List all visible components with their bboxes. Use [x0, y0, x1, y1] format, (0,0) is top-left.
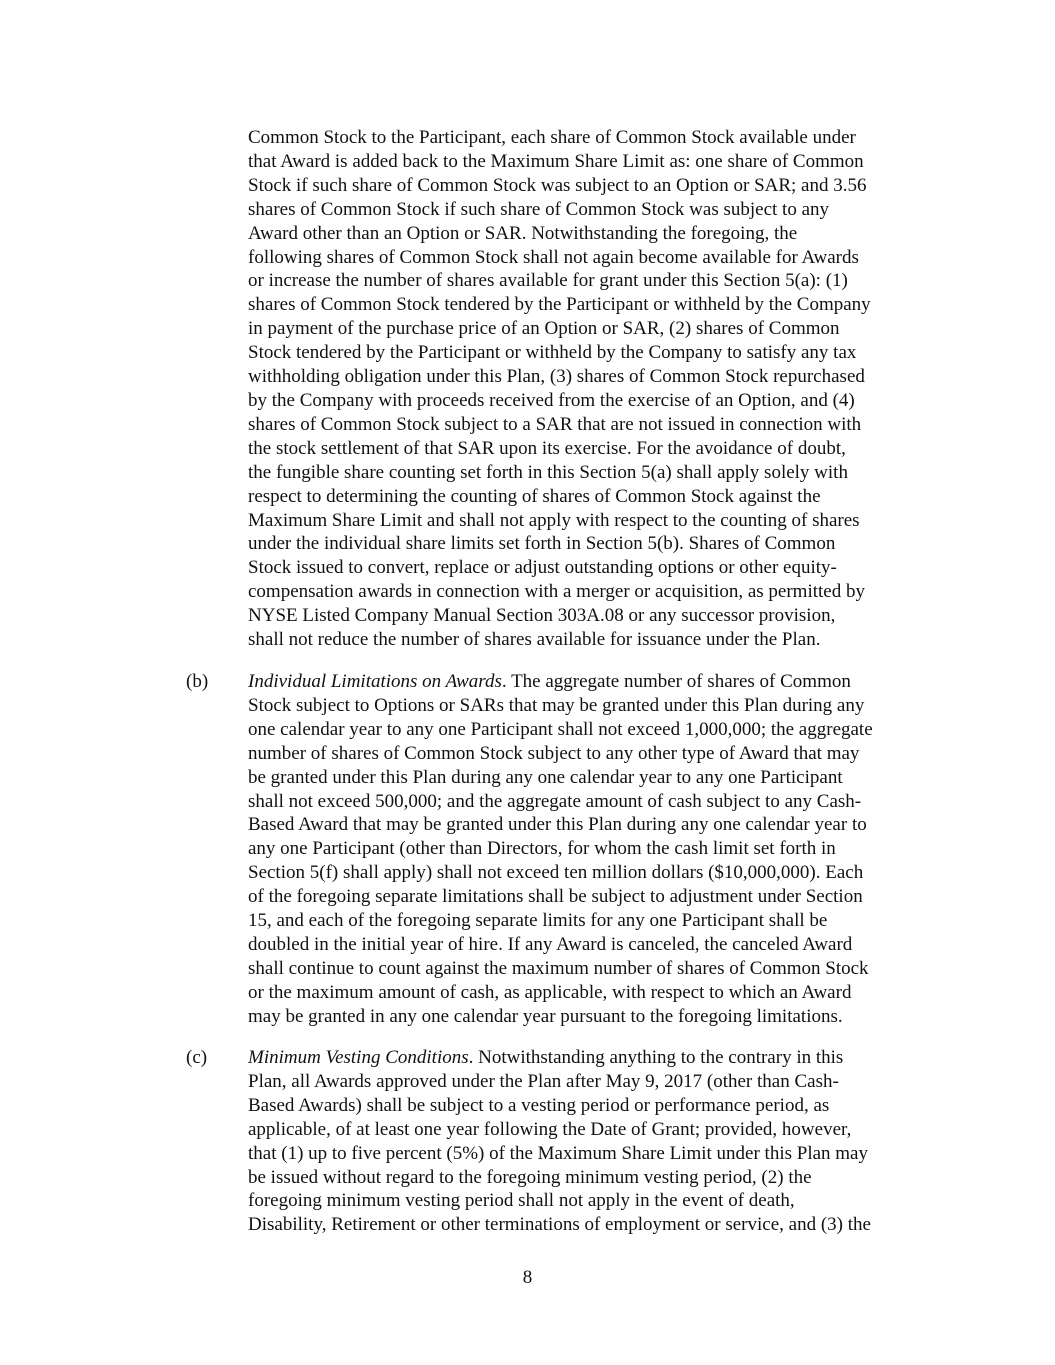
text-line: the stock settlement of that SAR upon its exercise. For the avoidance of doubt, [248, 437, 846, 459]
text-line: Maximum Share Limit and shall not apply with respect to the counting of shares [248, 509, 860, 531]
text-line: the fungible share counting set forth in this Section 5(a) shall apply solely with [248, 461, 848, 483]
text-line: applicable, of at least one year following the Date of Grant; provided, however, [248, 1118, 852, 1140]
text-line: any one Participant (other than Directors, for whom the cash limit set forth in [248, 838, 836, 860]
section-label-b: (b) [186, 671, 209, 692]
page-number: 8 [522, 1267, 533, 1288]
text-line: respect to determining the counting of shares of Common Stock against the [248, 485, 821, 507]
heading-line-rest: . Notwithstanding anything to the contrary in this [468, 1047, 844, 1068]
section-label-c: (c) [186, 1047, 208, 1068]
text-line: Stock issued to convert, replace or adjust outstanding options or other equity- [248, 557, 837, 579]
text-line: following shares of Common Stock shall not again become available for Awards [248, 246, 859, 268]
text-line: number of shares of Common Stock subject to any other type of Award that may [248, 742, 860, 764]
text-line: under the individual share limits set forth in Section 5(b). Shares of Common [248, 533, 836, 555]
paragraph-b [248, 670, 938, 1029]
text-line: foregoing minimum vesting period shall not apply in the event of death, [248, 1190, 795, 1212]
text-line: may be granted in any one calendar year pursuant to the foregoing limitations. [248, 1005, 843, 1027]
text-line: Common Stock to the Participant, each share of Common Stock available under [248, 127, 856, 148]
text-line: that Award is added back to the Maximum Share Limit as: one share of Common [248, 150, 864, 172]
text-line: shares of Common Stock tendered by the Participant or withheld by the Company [248, 294, 871, 316]
text-line: Stock tendered by the Participant or withheld by the Company to satisfy any tax [248, 342, 857, 364]
text-line: shares of Common Stock if such share of Common Stock was subject to any [248, 198, 830, 220]
paragraph-a-continued [248, 126, 938, 652]
text-line: shall not reduce the number of shares available for issuance under the Plan. [248, 629, 821, 651]
text-line: one calendar year to any one Participant shall not exceed 1,000,000; the aggregate [248, 718, 873, 740]
text-line: 15, and each of the foregoing separate limits for any one Participant shall be [248, 910, 828, 932]
text-line: withholding obligation under this Plan, (3) shares of Common Stock repurchased [248, 366, 865, 388]
text-line: of the foregoing separate limitations shall be subject to adjustment under Section [248, 886, 863, 908]
text-line: Plan, all Awards approved under the Plan after May 9, 2017 (other than Cash- [248, 1070, 839, 1092]
paragraph-c [248, 1046, 938, 1237]
text-line: NYSE Listed Company Manual Section 303A.08 or any successor provision, [248, 605, 836, 627]
text-line: Stock subject to Options or SARs that may be granted under this Plan during any [248, 694, 865, 716]
text-line: be issued without regard to the foregoing minimum vesting period, (2) the [248, 1166, 812, 1188]
text-line [248, 670, 938, 694]
text-line: or the maximum amount of cash, as applicable, with respect to which an Award [248, 981, 852, 1003]
text-line: shall not exceed 500,000; and the aggregate amount of cash subject to any Cash- [248, 790, 862, 812]
text-line: in payment of the purchase price of an Option or SAR, (2) shares of Common [248, 318, 840, 340]
text-line: by the Company with proceeds received from the exercise of an Option, and (4) [248, 389, 855, 411]
text-line: doubled in the initial year of hire. If any Award is canceled, the canceled Award [248, 933, 853, 955]
text-line: that (1) up to five percent (5%) of the Maximum Share Limit under this Plan may [248, 1142, 868, 1164]
text-line: Stock if such share of Common Stock was subject to an Option or SAR; and 3.56 [248, 174, 867, 196]
heading-line-rest: . The aggregate number of shares of Common [501, 671, 851, 692]
text-line: Based Awards) shall be subject to a vesting period or performance period, as [248, 1094, 830, 1116]
section-heading: Minimum Vesting Conditions [248, 1047, 469, 1068]
text-line [248, 1046, 938, 1070]
text-line: Based Award that may be granted under this Plan during any one calendar year to [248, 814, 867, 836]
text-line: compensation awards in connection with a merger or acquisition, as permitted by [248, 581, 865, 603]
text-line: Award other than an Option or SAR. Notwithstanding the foregoing, the [248, 222, 798, 244]
text-line: or increase the number of shares available for grant under this Section 5(a): (1) [248, 270, 848, 292]
text-line: shares of Common Stock subject to a SAR that are not issued in connection with [248, 413, 862, 435]
text-line: shall continue to count against the maximum number of shares of Common Stock [248, 957, 869, 979]
text-line: Section 5(f) shall apply) shall not exceed ten million dollars ($10,000,000). Each [248, 862, 864, 884]
section-heading: Individual Limitations on Awards [248, 671, 502, 692]
text-line: Disability, Retirement or other terminations of employment or service, and (3) the [248, 1214, 871, 1236]
text-line: be granted under this Plan during any one calendar year to any one Participant [248, 766, 843, 788]
